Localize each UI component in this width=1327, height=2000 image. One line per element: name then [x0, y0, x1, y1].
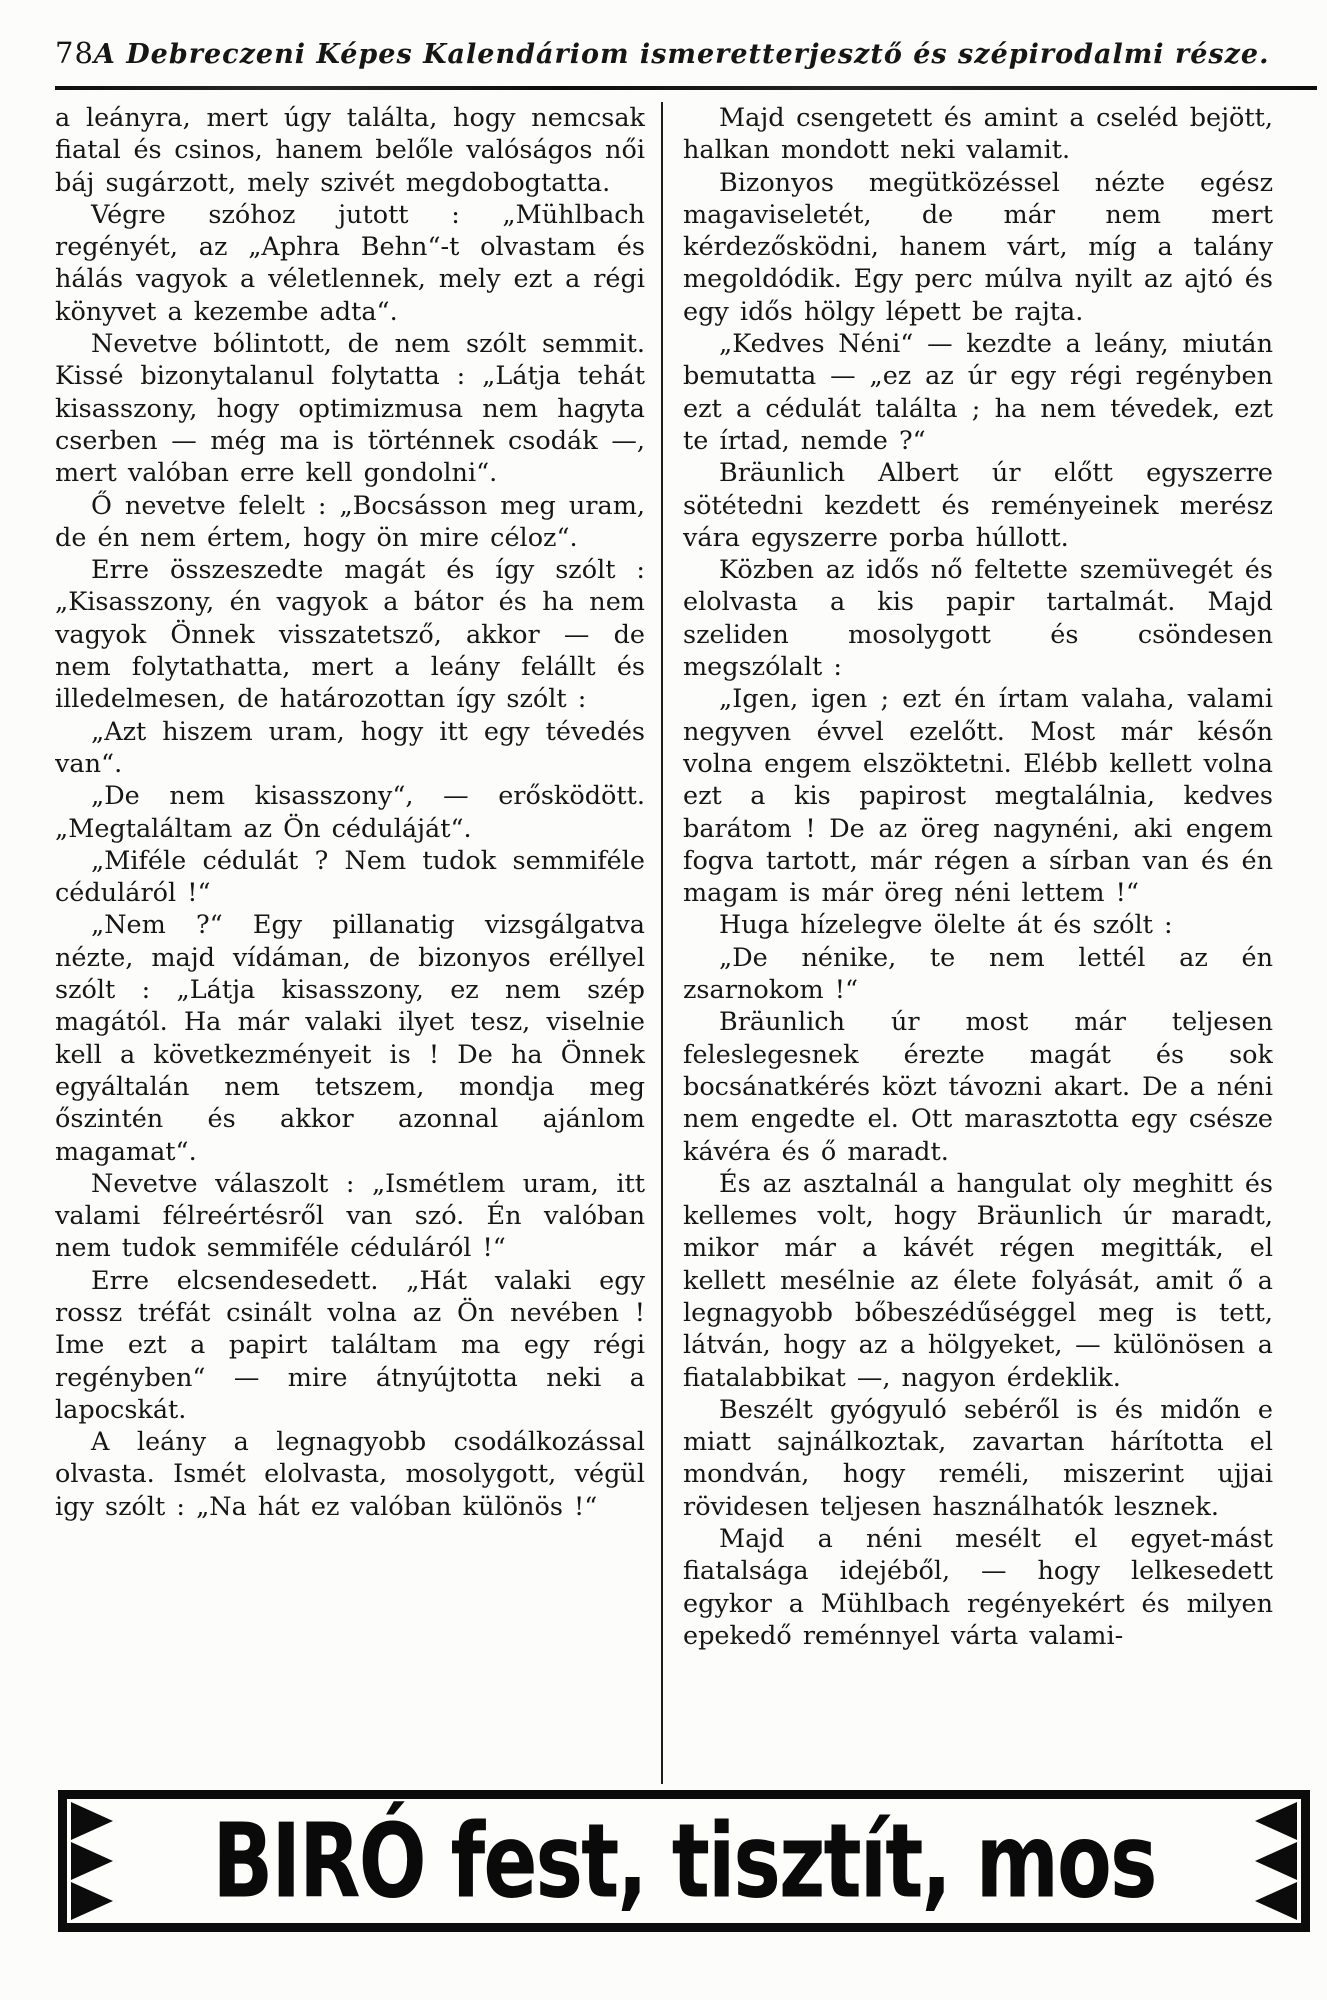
- paragraph: Erre összeszedte magát és így szólt : „Kisasszony, én vagyok a bátor és ha nem vagyok Önnek visszatetsző, akkor — de nem folytathatta, mert a leány felállt és illedelmesen, de határozottan így szólt :: [55, 555, 645, 715]
- column-left: [55, 102, 661, 1790]
- paragraph: Majd a néni mesélt el egyet-mást fiatalsága idejéből, — hogy lelkesedett egykor a Mühlbach regényekért és milyen epekedő reménnyel várta valami-: [683, 1524, 1273, 1651]
- banner-right-chevrons-icon: [1251, 1800, 1297, 1922]
- paragraph: „Azt hiszem uram, hogy itt egy tévedés van“.: [55, 716, 645, 779]
- paragraph: Nevetve bólintott, de nem szólt semmit. Kissé bizonytalanul folytatta : „Látja tehát kisasszony, hogy optimizmusa nem hagyta cserben — még ma is történnek csodák —, mert valóban erre kell gondolni“.: [55, 329, 645, 489]
- paragraph: Majd csengetett és amint a cseléd bejött, halkan mondott neki valamit.: [683, 103, 1273, 166]
- paragraph: Bizonyos megütközéssel nézte egész magaviseletét, de már nem mert kérdezősködni, hanem várt, míg a talány megoldódik. Egy perc múlva nyilt az ajtó és egy idős hölgy lépett be rajta.: [683, 167, 1273, 327]
- paragraph: Bräunlich úr most már teljesen feleslegesnek érezte magát és sok bocsánatkérés közt távozni akart. De a néni nem engedte el. Ott marasztotta egy csésze kávéra és ő maradt.: [683, 1007, 1273, 1167]
- page-header: [55, 36, 1297, 70]
- page-number: 78: [55, 36, 94, 70]
- ad-banner: [58, 1790, 1310, 1932]
- paragraph: Erre elcsendesedett. „Hát valaki egy rossz tréfát csinált volna az Ön nevében ! Ime ezt a papirt találtam ma egy régi regényben“ — mire átnyújtotta neki a lapocskát.: [55, 1265, 645, 1425]
- text-columns: [55, 102, 1273, 1790]
- paragraph: „Nem ?“ Egy pillanatig vizsgálgatva nézte, majd vídáman, de bizonyos eréllyel szólt : „Látja kisasszony, ez nem szép magától. Ha már valaki ilyet tesz, viselnie kell a következményeit is ! De ha Önnek egyáltalán nem tetszem, mondja meg őszintén és akkor azonnal ajánlom magamat“.: [55, 910, 645, 1167]
- header-rule: [55, 86, 1317, 90]
- paragraph: „De nénike, te nem lettél az én zsarnokom !“: [683, 942, 1273, 1006]
- banner-text: BIRÓ fest, tisztít, mos: [212, 1801, 1156, 1921]
- paragraph: Nevetve válaszolt : „Ismétlem uram, itt valami félreértésről van szó. Én valóban nem tudok semmiféle céduláról !“: [55, 1168, 645, 1264]
- paragraph: Beszélt gyógyuló sebéről is és midőn e miatt sajnálkoztak, zavartan hárította el mondván, hogy reméli, miszerint ujjai rövidesen teljesen használhatók lesznek.: [683, 1394, 1273, 1522]
- paragraph: A leány a legnagyobb csodálkozással olvasta. Ismét elolvasta, mosolygott, végül igy szólt : „Na hát ez valóban különös !“: [55, 1427, 645, 1522]
- paragraph: „Kedves Néni“ — kezdte a leány, miután bemutatta — „ez az úr egy régi regényben ezt a cédulát találta ; ha nem tévedek, ezt te írtad, nemde ?“: [683, 329, 1273, 456]
- paragraph: „Miféle cédulát ? Nem tudok semmiféle céduláról !“: [55, 845, 645, 909]
- paragraph: „Igen, igen ; ezt én írtam valaha, valami negyven évvel ezelőtt. Most már későn volna engem elszöktetni. Elébb kellett volna ezt a kis papirost megtalálnia, kedves barátom ! De az öreg nagynéni, aki engem fogva tartott, már régen a sírban van és én magam is már öreg néni lettem !“: [683, 684, 1273, 909]
- banner-left-chevrons-icon: [71, 1800, 117, 1922]
- paragraph: Huga hízelegve ölelte át és szólt :: [719, 910, 1173, 941]
- paragraph: Közben az idős nő feltette szemüvegét és elolvasta a kis papir tartalmát. Majd szeliden mosolygott és csöndesen megszólalt :: [683, 555, 1273, 683]
- paragraph: a leányra, mert úgy találta, hogy nemcsak fiatal és csinos, hanem belőle valóságos női báj sugárzott, mely szivét megdobogtatta.: [55, 103, 645, 198]
- paragraph: Végre szóhoz jutott : „Mühlbach regényét, az „Aphra Behn“-t olvastam és hálás vagyok a véletlennek, mely ezt a régi könyvet a kezembe adta“.: [55, 199, 645, 327]
- column-right: [663, 102, 1273, 1790]
- paragraph: „De nem kisasszony“, — erősködött. „Megtaláltam az Ön céduláját“.: [55, 781, 645, 844]
- page-title: A Debreczeni Képes Kalendáriom ismeretterjesztő és szépirodalmi része.: [93, 39, 1270, 70]
- paragraph: És az asztalnál a hangulat oly meghitt és kellemes volt, hogy Bräunlich úr maradt, mikor már a kávét régen megitták, el kellett mesélnie az élete folyását, amit ő a legnagyobb bőbeszédűséggel meg is tett, látván, hogy az a hölgyeket, — különösen a fiatalabbikat —, nagyon érdeklik.: [683, 1168, 1273, 1393]
- paragraph: Ő nevetve felelt : „Bocsásson meg uram, de én nem értem, hogy ön mire céloz“.: [55, 490, 645, 553]
- paragraph: Bräunlich Albert úr előtt egyszerre sötétedni kezdett és reményeinek merész vára egyszerre porba húllott.: [683, 458, 1273, 553]
